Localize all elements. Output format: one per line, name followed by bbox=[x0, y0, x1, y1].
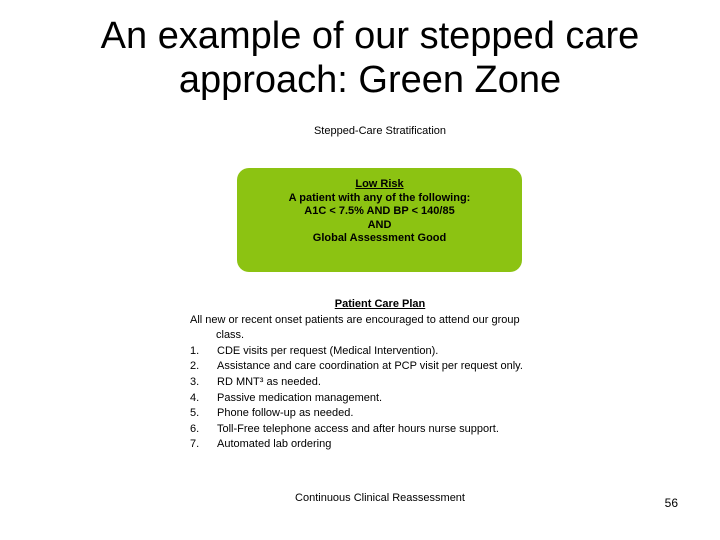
list-item-text: Automated lab ordering bbox=[217, 438, 332, 451]
care-plan-list bbox=[190, 344, 570, 453]
list-item-text: Phone follow-up as needed. bbox=[217, 407, 354, 420]
list-item bbox=[190, 437, 570, 453]
list-item-number: 5. bbox=[190, 407, 200, 420]
list-item-text: Assistance and care coordination at PCP visit per request only. bbox=[217, 360, 523, 373]
page-number: 56 bbox=[664, 496, 678, 510]
slide-title-line-1: An example of our stepped care bbox=[100, 15, 640, 57]
list-item-number: 6. bbox=[190, 422, 200, 435]
list-item-number: 2. bbox=[190, 360, 200, 373]
slide-title-line-2: approach: Green Zone bbox=[178, 59, 562, 101]
list-item-text: Passive medication management. bbox=[217, 391, 383, 404]
list-item-number: 7. bbox=[190, 438, 200, 451]
stratification-subtitle: Stepped-Care Stratification bbox=[313, 125, 447, 137]
list-item bbox=[190, 406, 570, 422]
risk-box-line-1: A patient with any of the following: bbox=[288, 191, 471, 204]
care-plan-intro-line-1: All new or recent onset patients are encouraged to attend our group bbox=[190, 313, 520, 326]
list-item-text: Toll-Free telephone access and after hours nurse support. bbox=[217, 422, 499, 435]
list-item bbox=[190, 391, 570, 407]
care-plan-intro-line-2: class. bbox=[216, 329, 245, 342]
list-item bbox=[190, 422, 570, 438]
patient-care-plan bbox=[190, 297, 570, 453]
list-item-number: 4. bbox=[190, 391, 200, 404]
risk-box-line-2: A1C < 7.5% AND BP < 140/85 bbox=[304, 205, 455, 217]
list-item bbox=[190, 359, 570, 375]
list-item-text: CDE visits per request (Medical Intervention). bbox=[217, 344, 439, 357]
list-item-number: 3. bbox=[190, 375, 200, 388]
care-plan-title: Patient Care Plan bbox=[334, 298, 426, 310]
list-item bbox=[190, 375, 570, 391]
risk-box-line-4: Global Assessment Good bbox=[312, 232, 447, 244]
reassessment-footer: Continuous Clinical Reassessment bbox=[295, 492, 465, 504]
list-item-text: RD MNT³ as needed. bbox=[217, 375, 321, 388]
risk-box-line-3: AND bbox=[367, 218, 392, 231]
risk-box-title: Low Risk bbox=[355, 178, 404, 190]
list-item-number: 1. bbox=[190, 344, 200, 357]
slide-title bbox=[40, 14, 700, 102]
low-risk-box bbox=[237, 168, 522, 272]
list-item bbox=[190, 344, 570, 360]
